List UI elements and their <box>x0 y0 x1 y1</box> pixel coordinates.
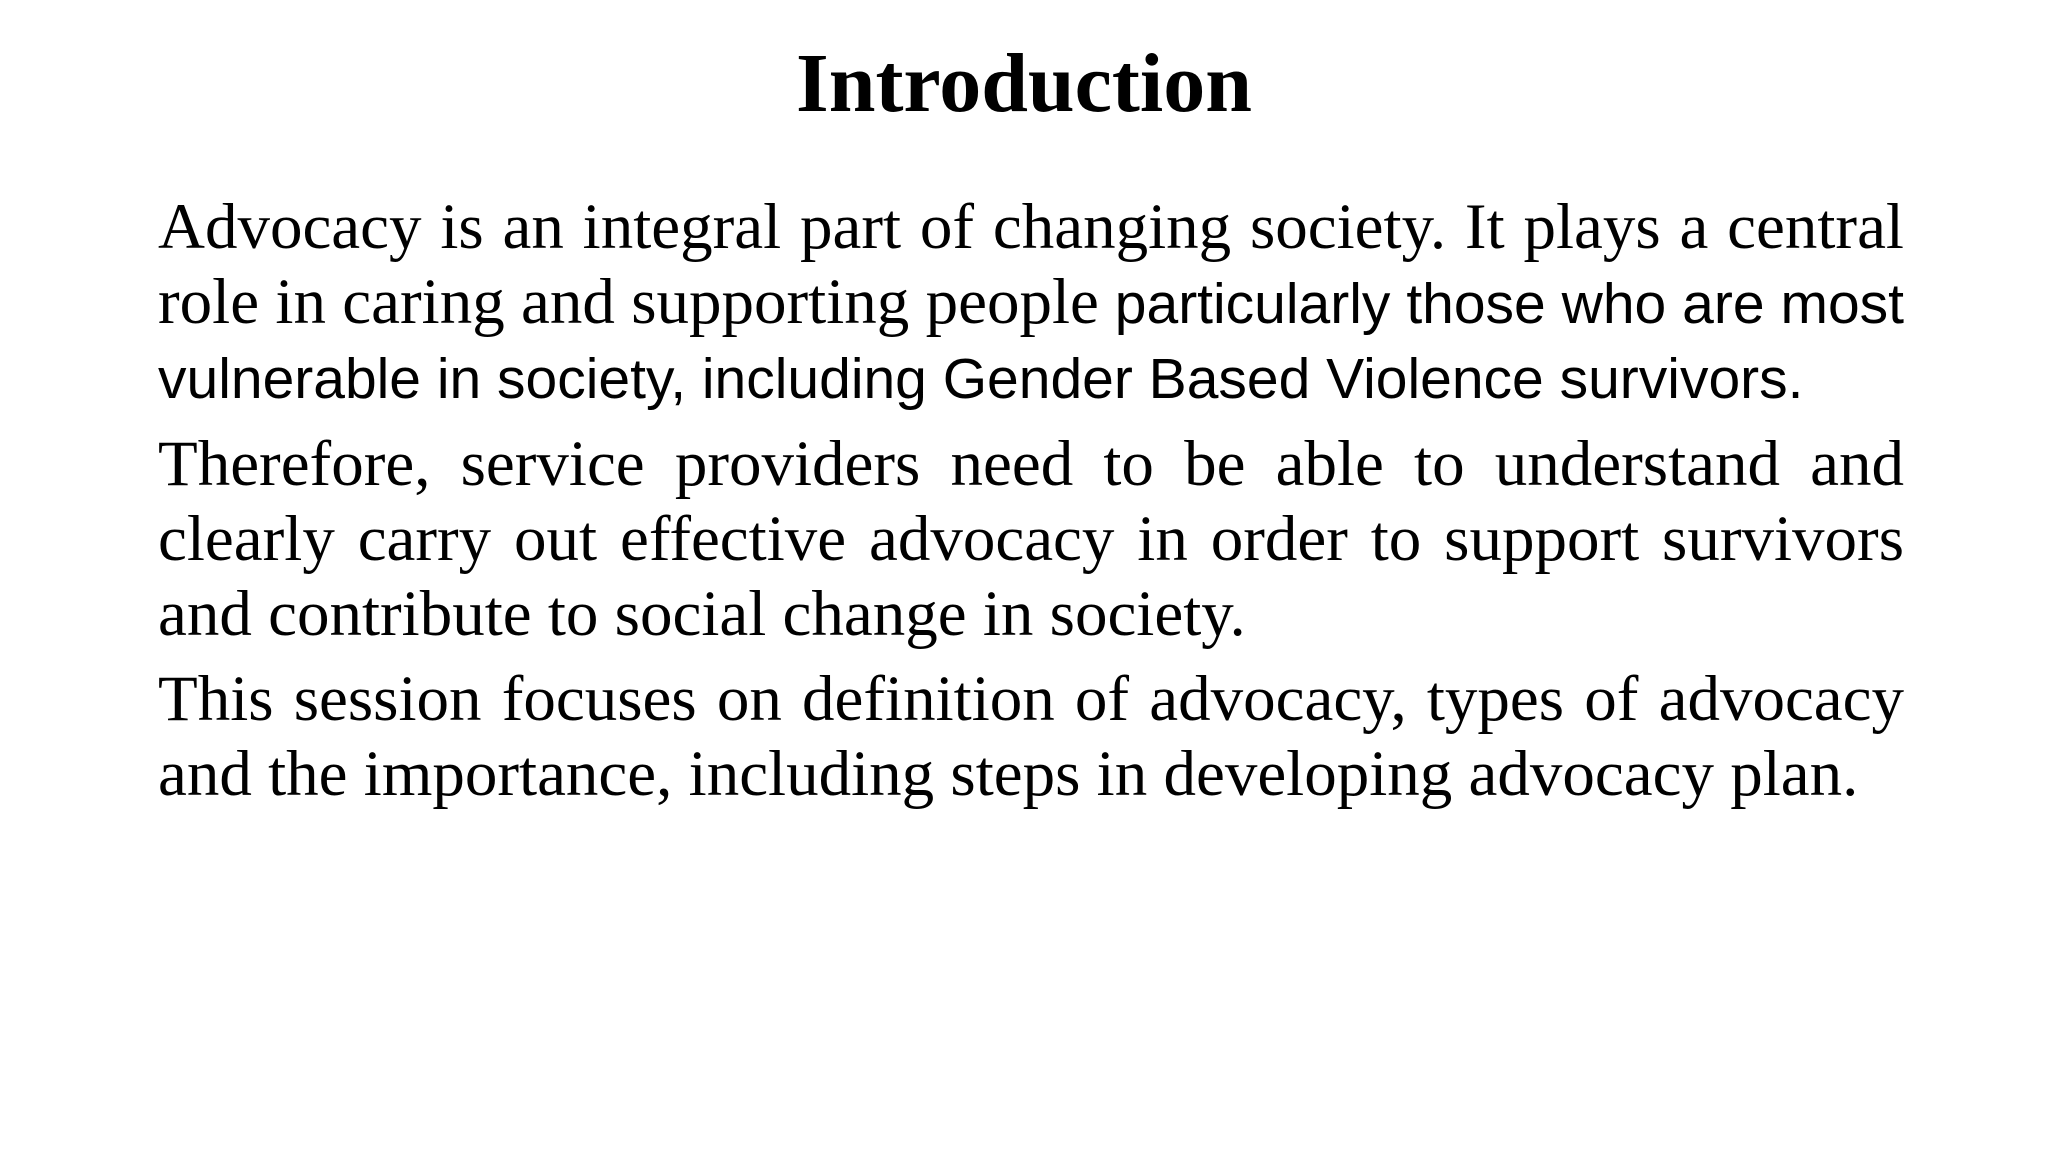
slide-title: Introduction <box>796 37 1252 130</box>
slide-body <box>158 190 1904 822</box>
paragraph-text-sans: particularly those who are most vulnerable in society, including Gender Based Violence survivors. <box>158 272 1904 411</box>
paragraph-text-serif: Advocacy is an integral part of changing society. It plays a central role in caring and supporting people <box>158 191 1904 338</box>
paragraph-advocacy-intro <box>158 190 1904 417</box>
paragraph-session-focus: This session focuses on definition of advocacy, types of advocacy and the importance, including steps in developing advocacy plan. <box>158 663 1904 810</box>
paragraph-service-providers: Therefore, service providers need to be able to understand and clearly carry out effective advocacy in order to support survivors and contribute to social change in society. <box>158 428 1904 650</box>
